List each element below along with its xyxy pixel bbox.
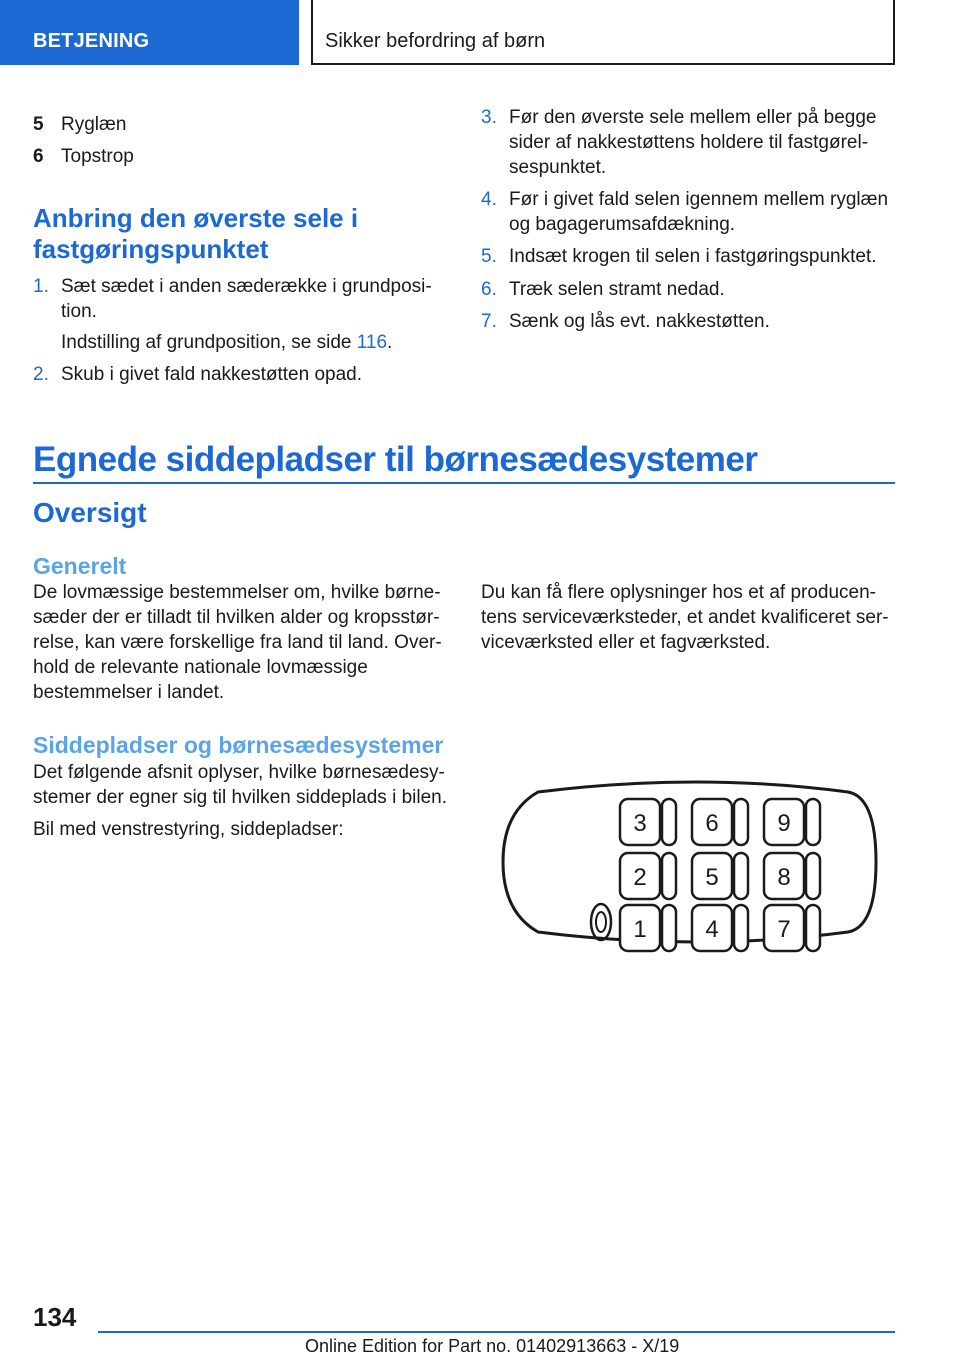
step-number: 6. [481, 279, 497, 300]
step-text: Træk selen stramt nedad. [509, 279, 725, 300]
paragraph-line: bestemmelser i landet. [33, 682, 225, 703]
general-heading: Generelt [33, 553, 127, 579]
main-heading: Egnede siddepladser til børnesædesystemer [33, 440, 758, 479]
step-number: 5. [481, 246, 497, 267]
step-text: Før den øverste sele mellem eller på begge [509, 107, 877, 128]
step-number: 1. [33, 276, 49, 297]
paragraph-line: sæder der er tilladt til hvilken alder og kropsstør- [33, 607, 440, 628]
seat-number: 8 [777, 864, 791, 891]
step-text: tion. [61, 301, 97, 322]
seat-1 [620, 905, 676, 951]
step-text: og bagagerumsafdækning. [509, 214, 736, 235]
seat-number: 9 [777, 810, 791, 837]
section-tab [0, 0, 299, 65]
note-suffix: . [387, 332, 393, 353]
list-item-number: 6 [33, 146, 44, 167]
chapter-title: Sikker befordring af børn [325, 30, 546, 52]
seat-number: 1 [633, 916, 647, 943]
paragraph-line: hold de relevante nationale lovmæssige [33, 657, 368, 678]
footer-edition: Online Edition for Part no. 01402913663 - X/19 [305, 1336, 680, 1356]
paragraph-line: De lovmæssige bestemmelser om, hvilke børne- [33, 582, 441, 603]
step-text: sespunktet. [509, 157, 607, 178]
step-text: Sæt sædet i anden sæderække i grundposi- [61, 276, 432, 297]
anchor-heading-line1: Anbring den øverste sele i [33, 203, 359, 233]
seat-number: 3 [633, 810, 647, 837]
seat-6 [692, 799, 748, 845]
chapter-tab [311, 0, 895, 65]
list-item-number: 5 [33, 114, 44, 135]
list-item-text: Topstrop [61, 146, 134, 167]
seat-number: 4 [705, 916, 719, 943]
step-text: Sænk og lås evt. nakkestøtten. [509, 311, 770, 332]
seat-number: 5 [705, 864, 719, 891]
heading-rule [33, 482, 895, 484]
step-number: 7. [481, 311, 497, 332]
step-note [61, 330, 392, 355]
paragraph-line: Du kan få flere oplysninger hos et af producen- [481, 582, 877, 603]
footer-rule [98, 1331, 895, 1333]
section-title: BETJENING [33, 30, 150, 52]
paragraph-line: Bil med venstrestyring, siddepladser: [33, 819, 344, 840]
seat-4 [692, 905, 748, 951]
step-number: 4. [481, 189, 497, 210]
step-text: Før i givet fald selen igennem mellem ryglæn [509, 189, 889, 210]
step-number: 3. [481, 107, 497, 128]
paragraph-line: viceværksted eller et fagværksted. [481, 632, 771, 653]
seat-number: 7 [777, 916, 791, 943]
paragraph-line: tens serviceværksteder, et andet kvalificeret ser- [481, 607, 889, 628]
seat-5 [692, 853, 748, 899]
overview-heading: Oversigt [33, 497, 147, 528]
seat-3 [620, 799, 676, 845]
step-text: sider af nakkestøttens holdere til fastgørel- [509, 132, 869, 153]
seat-number: 2 [633, 864, 647, 891]
seat-9 [764, 799, 820, 845]
step-text: Indsæt krogen til selen i fastgøringspunktet. [509, 246, 877, 267]
step-text: Skub i givet fald nakkestøtten opad. [61, 364, 363, 385]
seat-number: 6 [705, 810, 719, 837]
anchor-heading-line2: fastgøringspunktet [33, 234, 269, 264]
note-text: Indstilling af grundposition, se side [61, 332, 357, 353]
list-item-text: Ryglæn [61, 114, 127, 135]
paragraph-line: stemer der egner sig til hvilken siddeplads i bilen. [33, 787, 447, 808]
paragraph-line: relse, kan være forskellige fra land til land. Over- [33, 632, 442, 653]
seat-7 [764, 905, 820, 951]
seats-heading: Siddepladser og børnesædesystemer [33, 732, 444, 758]
page-link[interactable]: 116 [356, 332, 388, 353]
seat-2 [620, 853, 676, 899]
page-number: 134 [33, 1302, 77, 1332]
seat-layout-diagram [498, 762, 878, 962]
paragraph-line: Det følgende afsnit oplyser, hvilke børnesædesy- [33, 762, 445, 783]
seat-8 [764, 853, 820, 899]
step-number: 2. [33, 364, 49, 385]
